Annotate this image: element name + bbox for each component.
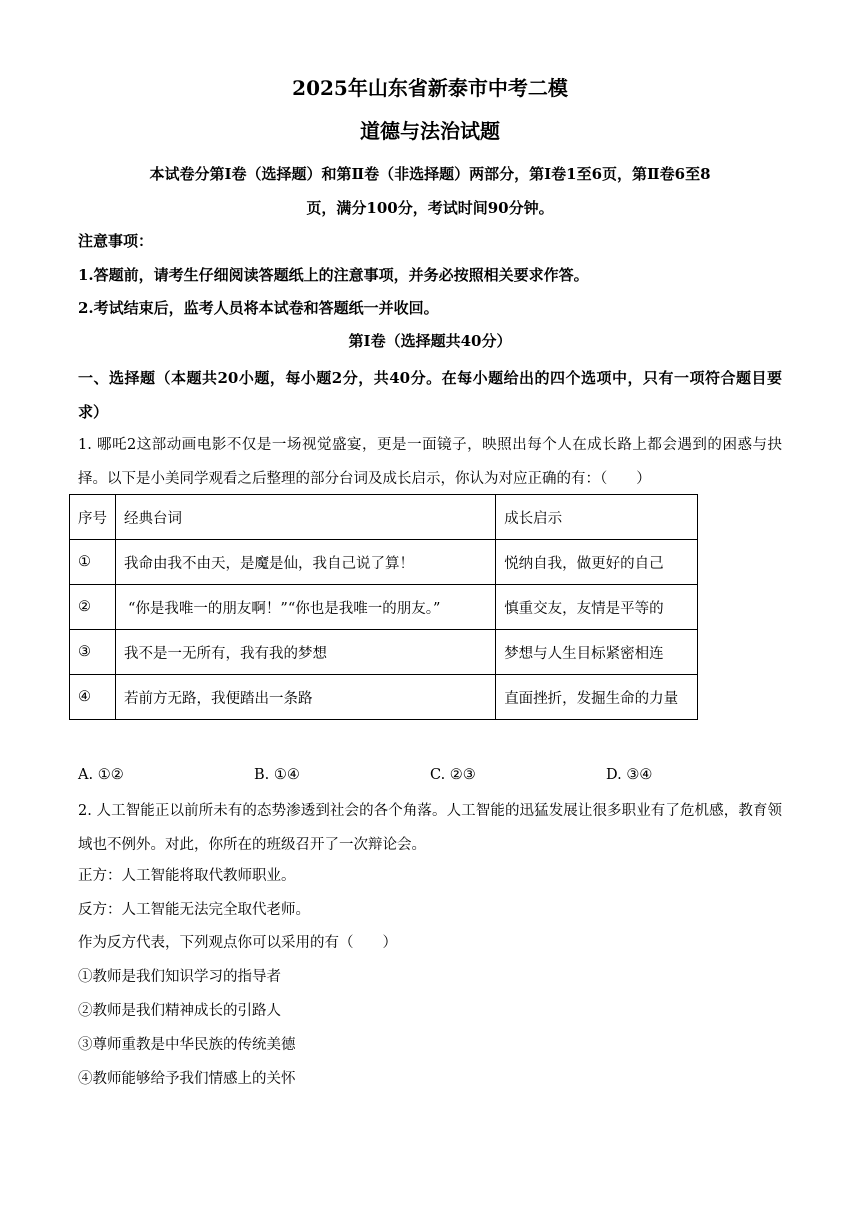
header-cell-lesson: 成长启示 xyxy=(496,495,698,540)
question-1-option-b[interactable]: B. ①④ xyxy=(254,767,300,783)
question-1-table xyxy=(69,494,698,720)
question-2-item-2: ②教师是我们精神成长的引路人 xyxy=(78,1003,281,1019)
row-lesson: 直面挫折，发掘生命的力量 xyxy=(496,675,698,720)
table-header-row xyxy=(70,495,698,540)
row-number: ③ xyxy=(70,630,116,675)
row-lesson: 悦纳自我，做更好的自己 xyxy=(496,540,698,585)
question-1-stem: 1. 哪吒2这部动画电影不仅是一场视觉盛宴，更是一面镜子，映照出每个人在成长路上都会遇到的困惑与抉择。以下是小美同学观看之后整理的部分台词及成长启示，你认为对应正确的有：（ ） xyxy=(78,437,782,487)
question-1-option-a[interactable]: A. ①② xyxy=(78,767,124,783)
row-quote: 我不是一无所有，我有我的梦想 xyxy=(116,630,496,675)
row-lesson: 慎重交友，友情是平等的 xyxy=(496,585,698,630)
question-1-option-c[interactable]: C. ②③ xyxy=(430,767,476,783)
question-2-con-side: 反方：人工智能无法完全取代老师。 xyxy=(78,902,310,918)
row-quote: 我命由我不由天，是魔是仙，我自己说了算！ xyxy=(116,540,496,585)
exam-title: 2025年山东省新泰市中考二模 xyxy=(292,76,568,100)
row-quote: 若前方无路，我便踏出一条路 xyxy=(116,675,496,720)
note-item-2: 2.考试结束后，监考人员将本试卷和答题纸一并收回。 xyxy=(78,299,439,317)
question-2-pro-side: 正方：人工智能将取代教师职业。 xyxy=(78,868,296,884)
row-quote: “你是我唯一的朋友啊！”“你也是我唯一的朋友。” xyxy=(116,585,496,630)
row-lesson: 梦想与人生目标紧密相连 xyxy=(496,630,698,675)
note-item-1: 1.答题前，请考生仔细阅读答题纸上的注意事项，并务必按照相关要求作答。 xyxy=(78,266,589,284)
question-1-option-d[interactable]: D. ③④ xyxy=(606,767,653,783)
question-2-item-4: ④教师能够给予我们情感上的关怀 xyxy=(78,1071,296,1087)
intro-line-1: 本试卷分第Ⅰ卷（选择题）和第Ⅱ卷（非选择题）两部分，第Ⅰ卷1至6页，第Ⅱ卷6至8 xyxy=(149,165,711,183)
notes-heading: 注意事项： xyxy=(78,232,154,250)
table-row xyxy=(70,585,698,630)
section-instruction: 一、选择题（本题共20小题，每小题2分，共40分。在每小题给出的四个选项中，只有一项符合题目要求） xyxy=(78,369,782,421)
section-title: 第Ⅰ卷（选择题共40分） xyxy=(348,332,512,350)
row-number: ② xyxy=(70,585,116,630)
row-number: ① xyxy=(70,540,116,585)
exam-intro xyxy=(78,157,782,225)
question-2-item-1: ①教师是我们知识学习的指导者 xyxy=(78,969,281,985)
question-2-stem: 2. 人工智能正以前所未有的态势渗透到社会的各个角落。人工智能的迅猛发展让很多职业有了危机感，教育领域也不例外。对此，你所在的班级召开了一次辩论会。 xyxy=(78,803,782,853)
header-cell-quote: 经典台词 xyxy=(116,495,496,540)
intro-line-2: 页，满分100分，考试时间90分钟。 xyxy=(306,199,554,217)
header-cell-number: 序号 xyxy=(70,495,116,540)
question-2-item-3: ③尊师重教是中华民族的传统美德 xyxy=(78,1037,296,1053)
table-row xyxy=(70,540,698,585)
row-number: ④ xyxy=(70,675,116,720)
question-2-ask: 作为反方代表，下列观点你可以采用的有（ ） xyxy=(78,935,397,951)
table-row xyxy=(70,630,698,675)
table-row xyxy=(70,675,698,720)
exam-subtitle: 道德与法治试题 xyxy=(360,119,500,143)
